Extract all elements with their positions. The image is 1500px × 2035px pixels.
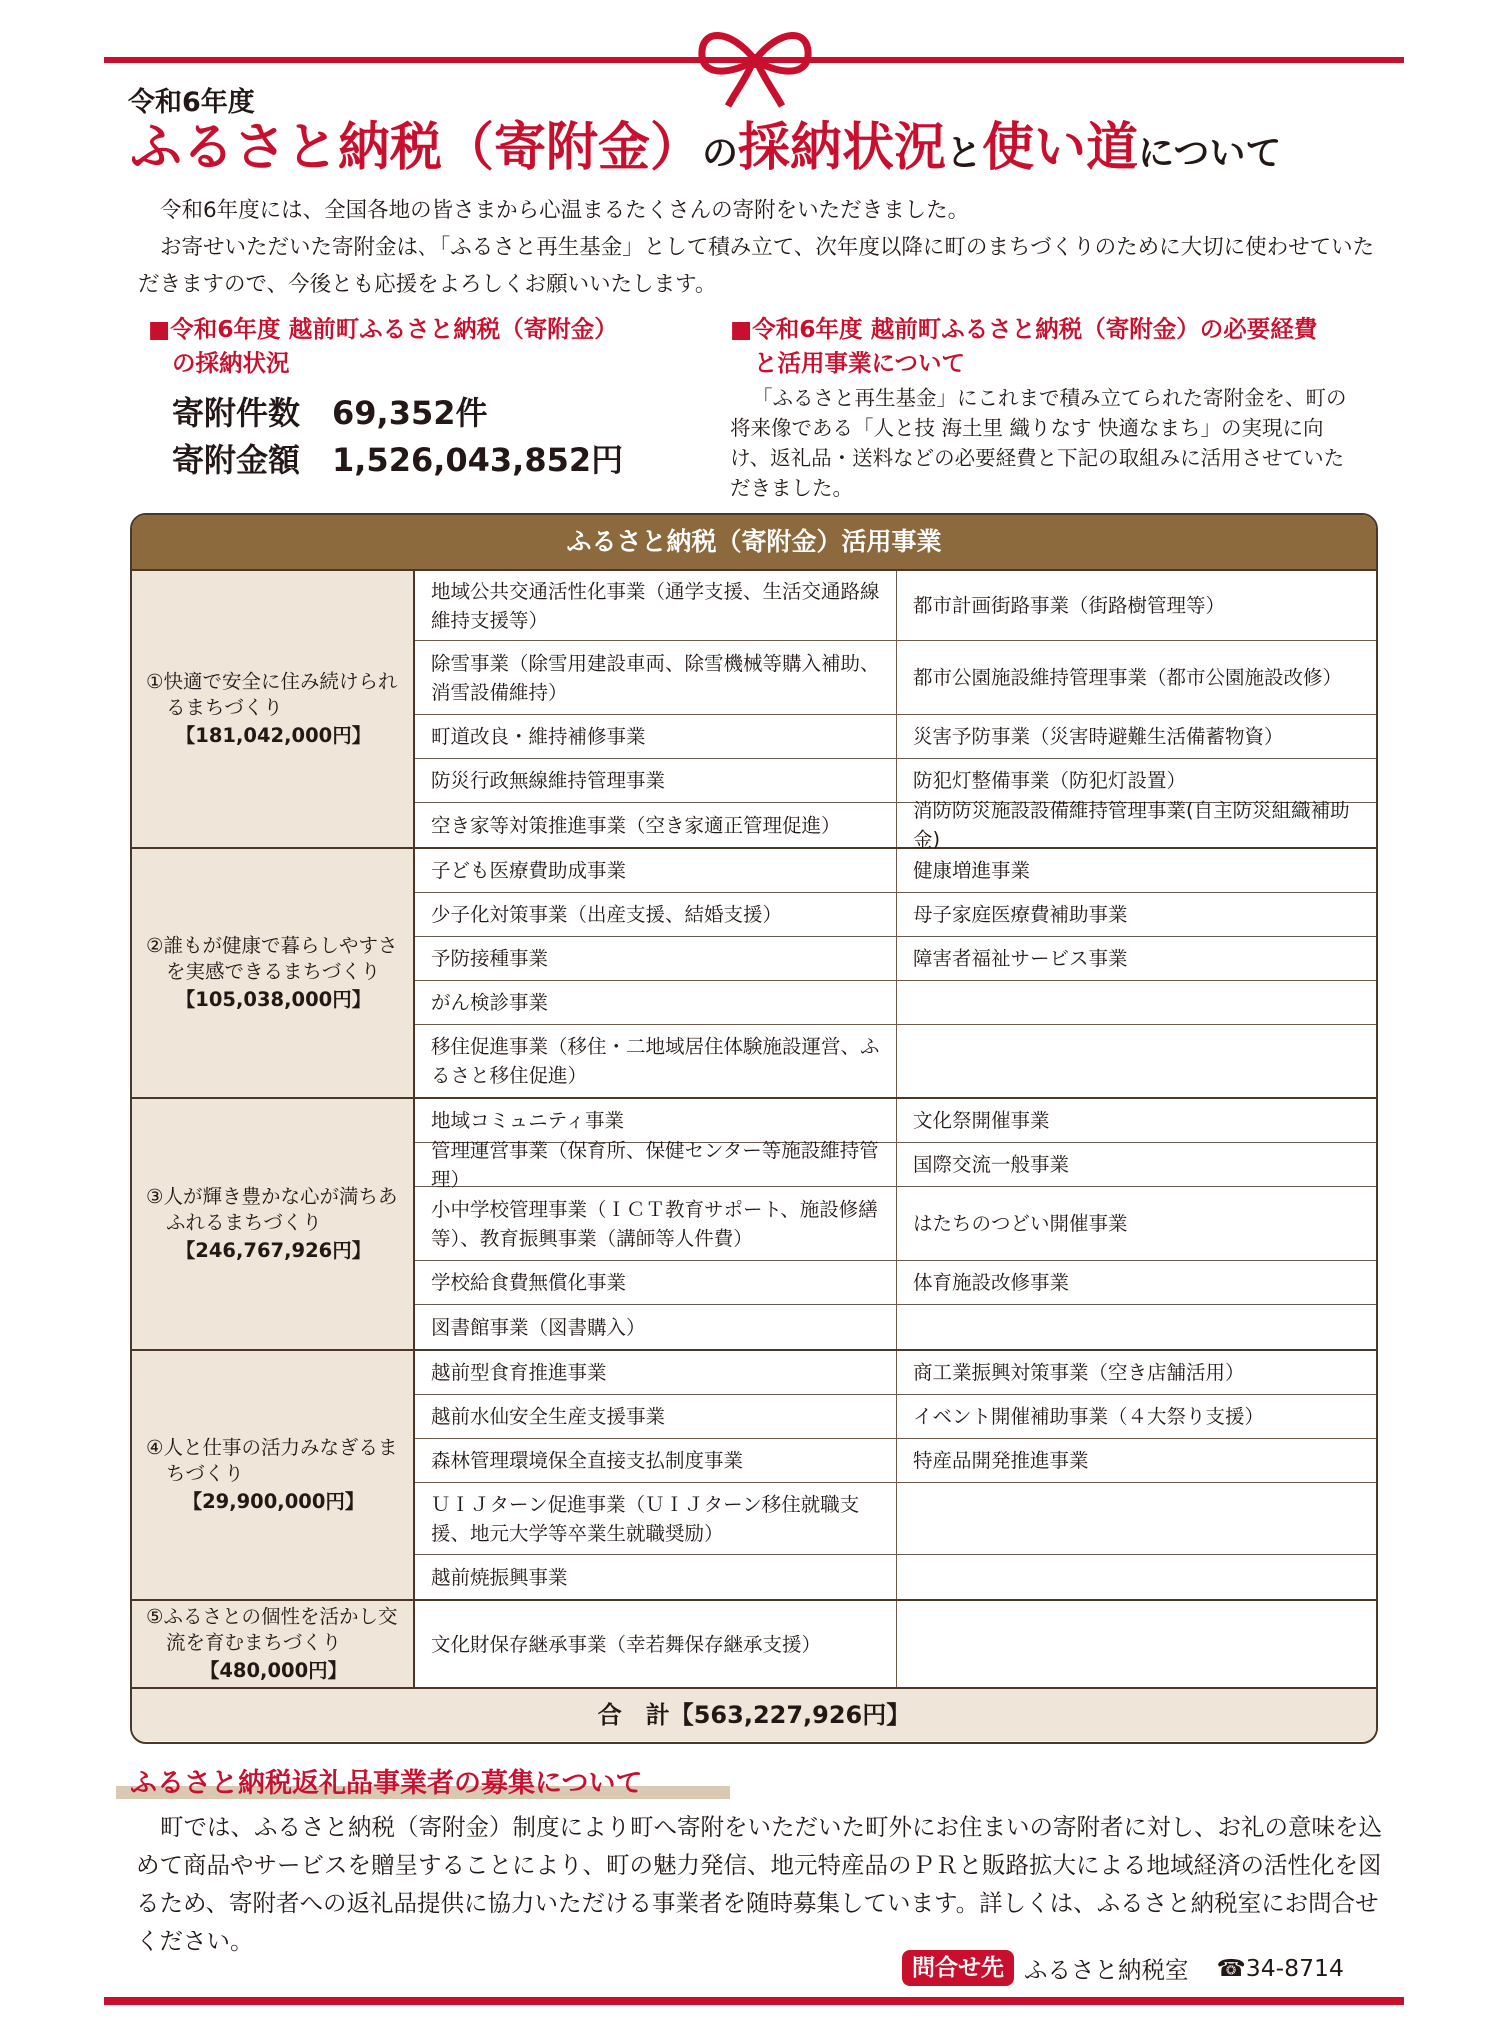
- usage-description: 「ふるさと再生基金」にこれまで積み立てられた寄附金を、町の将来像である「人と技 海土里 織りなす 快適なまち」の実現に向け、返礼品・送料などの必要経費と下記の取組みに活用させていただきました。: [730, 386, 1347, 500]
- category-block: [132, 1351, 1376, 1601]
- table-row: [415, 571, 1376, 641]
- heading-line: と活用事業について: [754, 349, 966, 377]
- fiscal-year-label: 令和6年度: [128, 87, 255, 118]
- project-cell-right: 商工業振興対策事業（空き店舗活用）: [913, 1361, 1245, 1384]
- table-row: [415, 1261, 1376, 1305]
- heading-line: ■令和6年度 越前町ふるさと納税（寄附金）の必要経費: [730, 315, 1318, 343]
- project-cell-right: はたちのつどい開催事業: [913, 1212, 1128, 1235]
- project-cell-left: 除雪事業（除雪用建設車両、除雪機械等購入補助、消雪設備維持）: [415, 641, 897, 714]
- category-cell: [132, 849, 415, 1097]
- project-cell-right: [897, 1483, 1376, 1554]
- project-cell-right: 都市公園施設維持管理事業（都市公園施設改修）: [913, 666, 1343, 689]
- project-cell-right: 都市計画街路事業（街路樹管理等）: [913, 594, 1226, 617]
- category-amount: 【105,038,000円】: [175, 988, 372, 1011]
- project-cell-right: [897, 1305, 1376, 1349]
- count-label: 寄附件数: [172, 394, 301, 432]
- category-cell: [132, 1099, 415, 1349]
- table-row: [415, 981, 1376, 1025]
- recruit-text: 町では、ふるさと納税（寄附金）制度により町へ寄附をいただいた町外にお住まいの寄附者に対し、お礼の意味を込めて商品やサービスを贈呈することにより、町の魅力発信、地元特産品のＰＲと販路拡大による地域経済の活性化を図るため、寄附者への返礼品提供に協力いただける事業者を随時募集しています。詳しくは、ふるさと納税室にお問合せください。: [136, 1813, 1382, 1955]
- project-cell-left: 管理運営事業（保育所、保健センター等施設維持管理）: [415, 1143, 897, 1186]
- category-block: [132, 1601, 1376, 1689]
- project-cell-left: 予防接種事業: [415, 937, 897, 980]
- project-cell-right: 文化祭開催事業: [913, 1109, 1050, 1132]
- project-cell-left: 子ども医療費助成事業: [415, 849, 897, 892]
- project-cell-left: 町道改良・維持補修事業: [415, 715, 897, 758]
- heading-line: ■令和6年度 越前町ふるさと納税（寄附金）: [148, 315, 618, 343]
- project-cell-left: がん検診事業: [415, 981, 897, 1024]
- category-name: ①快適で安全に住み続けられるまちづくり: [146, 670, 398, 719]
- project-cell-left: 文化財保存継承事業（幸若舞保存継承支援）: [415, 1601, 897, 1687]
- project-cell-left: 森林管理環境保全直接支払制度事業: [415, 1439, 897, 1482]
- project-cell-right: 母子家庭医療費補助事業: [913, 903, 1128, 926]
- usage-heading: [730, 312, 1390, 380]
- amount-value: 1,526,043,852円: [332, 441, 624, 479]
- donation-stats: [172, 390, 623, 484]
- project-cell-right: 国際交流一般事業: [913, 1153, 1070, 1176]
- project-cell-left: 地域公共交通活性化事業（通学支援、生活交通路線維持支援等）: [415, 571, 897, 640]
- contact-phone: ☎34-8714: [1216, 1954, 1344, 1982]
- title-part: ふるさと納税（寄附金）: [130, 118, 703, 178]
- table-row: [415, 1025, 1376, 1097]
- table-row: [415, 715, 1376, 759]
- table-row: [415, 1138, 1376, 1191]
- project-cell-left: ＵＩＪターン促進事業（ＵＩＪターン移住就職支援、地元大学等卒業生就職奨励）: [415, 1483, 897, 1554]
- category-amount: 【480,000円】: [199, 1659, 348, 1682]
- category-cell: [132, 1351, 415, 1599]
- category-block: [132, 1099, 1376, 1351]
- category-name: ⑤ふるさとの個性を活かし交流を育むまちづくり: [146, 1605, 398, 1654]
- category-block: [132, 571, 1376, 849]
- project-cell-left: 地域コミュニティ事業: [415, 1099, 897, 1142]
- project-cell-left: 越前焼振興事業: [415, 1555, 897, 1599]
- table-body: [132, 571, 1376, 1689]
- project-cell-right: [897, 1601, 1376, 1687]
- table-row: [415, 1555, 1376, 1599]
- page-title: [130, 120, 1281, 177]
- table-row: [415, 641, 1376, 715]
- project-cell-left: 越前水仙安全生産支援事業: [415, 1395, 897, 1438]
- ribbon-bow-icon: [690, 18, 820, 108]
- contact-badge: 問合せ先: [902, 1950, 1014, 1986]
- project-cell-right: [897, 1025, 1376, 1097]
- bottom-decorative-line: [104, 1997, 1404, 2005]
- project-cell-right: 障害者福祉サービス事業: [913, 947, 1128, 970]
- table-title: ふるさと納税（寄附金）活用事業: [132, 515, 1376, 571]
- project-cell-left: 図書館事業（図書購入）: [415, 1305, 897, 1349]
- table-row: [415, 937, 1376, 981]
- title-part: 採納状況: [738, 118, 947, 178]
- table-row: [415, 1187, 1376, 1261]
- donation-status-heading: [148, 312, 668, 380]
- total-value: 【563,227,926円】: [669, 1701, 911, 1729]
- contact-office: ふるさと納税室: [1024, 1956, 1189, 1984]
- title-part: について: [1138, 133, 1282, 174]
- usage-table: [130, 513, 1378, 1744]
- table-row: [415, 893, 1376, 937]
- category-amount: 【29,900,000円】: [182, 1490, 365, 1513]
- category-name: ④人と仕事の活力みなぎるまちづくり: [146, 1436, 398, 1485]
- project-cell-right: 特産品開発推進事業: [913, 1449, 1089, 1472]
- title-part: 使い道: [982, 118, 1139, 178]
- table-row: [415, 1351, 1376, 1395]
- table-row: [415, 1395, 1376, 1439]
- category-name: ③人が輝き豊かな心が満ちあふれるまちづくり: [146, 1185, 398, 1234]
- category-name: ②誰もが健康で暮らしやすさを実感できるまちづくり: [146, 934, 398, 983]
- category-amount: 【246,767,926円】: [175, 1239, 372, 1262]
- table-row: [415, 849, 1376, 893]
- project-cell-right: 防犯灯整備事業（防犯灯設置）: [913, 769, 1187, 792]
- table-row: [415, 1439, 1376, 1483]
- project-cell-right: [897, 1555, 1376, 1599]
- contact-info: [902, 1950, 1344, 1986]
- intro-line: お寄せいただいた寄附金は､「ふるさと再生基金」として積み立て、次年度以降に町のまちづくりのために大切に使わせていただきますので、今後とも応援をよろしくお願いいたします。: [138, 235, 1375, 297]
- project-cell-left: 越前型食育推進事業: [415, 1351, 897, 1394]
- total-label: 合 計: [597, 1701, 670, 1729]
- title-part: の: [702, 133, 739, 174]
- project-cell-left: 空き家等対策推進事業（空き家適正管理促進）: [415, 803, 897, 847]
- category-cell: [132, 571, 415, 847]
- project-cell-right: イベント開催補助事業（４大祭り支援）: [913, 1405, 1265, 1428]
- project-cell-left: 防災行政無線維持管理事業: [415, 759, 897, 802]
- project-cell-left: 移住促進事業（移住・二地域居住体験施設運営、ふるさと移住促進）: [415, 1025, 897, 1097]
- table-row: [415, 1483, 1376, 1555]
- project-cell-right: 健康増進事業: [913, 859, 1031, 882]
- category-block: [132, 849, 1376, 1099]
- project-cell-right: 災害予防事業（災害時避難生活備蓄物資）: [913, 725, 1284, 748]
- category-cell: [132, 1601, 415, 1687]
- intro-text: [138, 192, 1378, 303]
- heading-line: の採納状況: [172, 349, 290, 377]
- project-cell-left: 小中学校管理事業（ＩＣＴ教育サポート、施設修繕等）、教育振興事業（講師等人件費）: [415, 1187, 897, 1260]
- amount-label: 寄附金額: [172, 441, 301, 479]
- table-total: [132, 1689, 1376, 1741]
- intro-line: 令和6年度には、全国各地の皆さまから心温まるたくさんの寄附をいただきました。: [160, 198, 970, 223]
- project-cell-left: 学校給食費無償化事業: [415, 1261, 897, 1304]
- table-row: [415, 1601, 1376, 1687]
- table-row: [415, 1305, 1376, 1349]
- title-part: と: [946, 133, 983, 174]
- recruit-heading: ふるさと納税返礼品事業者の募集について: [130, 1768, 643, 1799]
- project-cell-left: 少子化対策事業（出産支援、結婚支援）: [415, 893, 897, 936]
- count-value: 69,352件: [332, 394, 488, 432]
- project-cell-right: 体育施設改修事業: [913, 1271, 1070, 1294]
- project-cell-right: [897, 981, 1376, 1024]
- project-cell-right: 消防防災施設設備維持管理事業(自主防災組織補助金): [913, 799, 1350, 851]
- table-row: [415, 799, 1376, 851]
- category-amount: 【181,042,000円】: [175, 724, 372, 747]
